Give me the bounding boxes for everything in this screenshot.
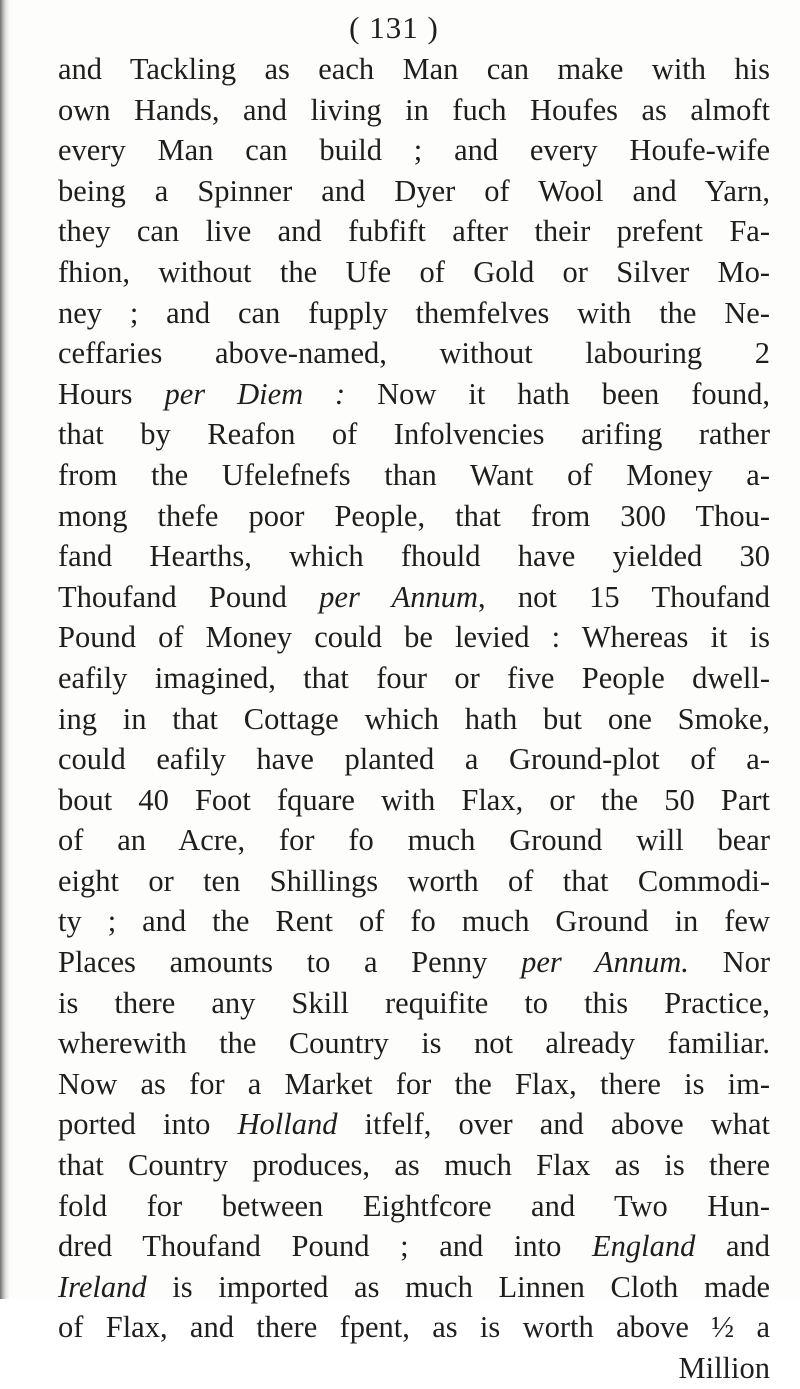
text-run: eafily imagined, that four or five People dwell-: [58, 660, 770, 695]
text-run: and: [695, 1229, 771, 1264]
text-run: Thoufand Pound: [58, 579, 320, 614]
text-run: , not 15 Thoufand: [477, 579, 771, 614]
text-run: Nor: [688, 945, 770, 980]
text-run: Hours: [58, 376, 165, 411]
text-run: is imported as much Linnen Cloth made: [146, 1269, 770, 1304]
text-run: ported into: [58, 1107, 238, 1142]
text-run: from the Ufelefnefs than Want of Money a-: [58, 457, 770, 492]
italic-text: Holland: [237, 1107, 338, 1142]
text-line: [58, 496, 770, 537]
text-run: ing in that Cottage which hath but one Smoke,: [58, 701, 770, 736]
text-run: being a Spinner and Dyer of Wool and Yarn,: [58, 173, 770, 208]
text-run: Now as for a Market for the Flax, there is im-: [58, 1066, 770, 1101]
text-line: [58, 983, 770, 1024]
text-run: itfelf, over and above what: [337, 1107, 770, 1142]
text-run: of an Acre, for fo much Ground will bear: [58, 823, 770, 858]
text-line: [58, 130, 770, 171]
text-line: [58, 739, 770, 780]
text-line: [58, 374, 770, 415]
text-line: [58, 455, 770, 496]
text-run: fand Hearths, which fhould have yielded 30: [58, 539, 770, 574]
text-line: [58, 536, 770, 577]
page-number: ( 131 ): [349, 10, 439, 45]
text-line: [58, 1023, 770, 1064]
text-line: [58, 699, 770, 740]
text-run: Now it hath been found,: [345, 376, 770, 411]
text-run: ty ; and the Rent of fo much Ground in few: [58, 904, 770, 939]
text-line: [58, 1267, 770, 1308]
text-run: is there any Skill requifite to this Practice,: [58, 985, 770, 1020]
text-line: [58, 658, 770, 699]
text-run: eight or ten Shillings worth of that Commodi-: [58, 863, 770, 898]
binding-edge: [0, 0, 10, 1299]
text-line: [58, 90, 770, 131]
text-run: ney ; and can fupply themfelves with the Ne-: [58, 295, 770, 330]
text-line: [58, 780, 770, 821]
text-run: they can live and fubfift after their prefent Fa-: [58, 214, 770, 249]
text-line: [58, 1348, 770, 1389]
text-run: fhion, without the Ufe of Gold or Silver Mo-: [58, 254, 770, 289]
italic-text: England: [591, 1229, 696, 1264]
body-text: [58, 49, 770, 1389]
text-run: of Flax, and there fpent, as is worth above ½ a: [58, 1310, 770, 1345]
text-run: that by Reafon of Infolvencies arifing rather: [58, 417, 770, 452]
text-line: [58, 901, 770, 942]
italic-text: per Annum: [319, 579, 478, 614]
text-run: wherewith the Country is not already familiar.: [58, 1026, 770, 1061]
italic-text: per Diem :: [164, 376, 346, 411]
text-line: [58, 820, 770, 861]
text-run: that Country produces, as much Flax as is there: [58, 1148, 770, 1183]
text-line: [58, 211, 770, 252]
text-line: [58, 861, 770, 902]
text-line: [58, 414, 770, 455]
text-run: and Tackling as each Man can make with his: [58, 52, 770, 86]
text-line: [58, 171, 770, 212]
text-line: [58, 1145, 770, 1186]
text-line: [58, 1064, 770, 1105]
text-run: every Man can build ; and every Houfe-wife: [58, 133, 770, 168]
text-line: [58, 49, 770, 90]
text-line: [58, 1226, 770, 1267]
text-line: [58, 252, 770, 293]
text-line: [58, 1186, 770, 1227]
text-run: Places amounts to a Penny: [58, 945, 522, 980]
text-run: bout 40 Foot fquare with Flax, or the 50 Part: [58, 782, 770, 817]
text-line: [58, 293, 770, 334]
text-run: mong thefe poor People, that from 300 Thou-: [58, 498, 770, 533]
text-line: [58, 333, 770, 374]
text-run: could eafily have planted a Ground-plot of a-: [58, 742, 770, 777]
text-line: [58, 617, 770, 658]
text-run: ceffaries above-named, without labouring 2: [58, 336, 770, 371]
text-run: Million: [678, 1351, 770, 1385]
italic-text: Ireland: [58, 1269, 147, 1304]
text-run: Pound of Money could be levied : Whereas it is: [58, 620, 770, 655]
text-line: [58, 1307, 770, 1348]
text-line: [58, 942, 770, 983]
italic-text: per Annum.: [521, 945, 689, 980]
text-run: fold for between Eightfcore and Two Hun-: [58, 1188, 770, 1223]
text-line: [58, 1104, 770, 1145]
text-line: [58, 577, 770, 618]
text-run: own Hands, and living in fuch Houfes as almoft: [58, 92, 770, 127]
text-run: dred Thoufand Pound ; and into: [58, 1229, 592, 1264]
